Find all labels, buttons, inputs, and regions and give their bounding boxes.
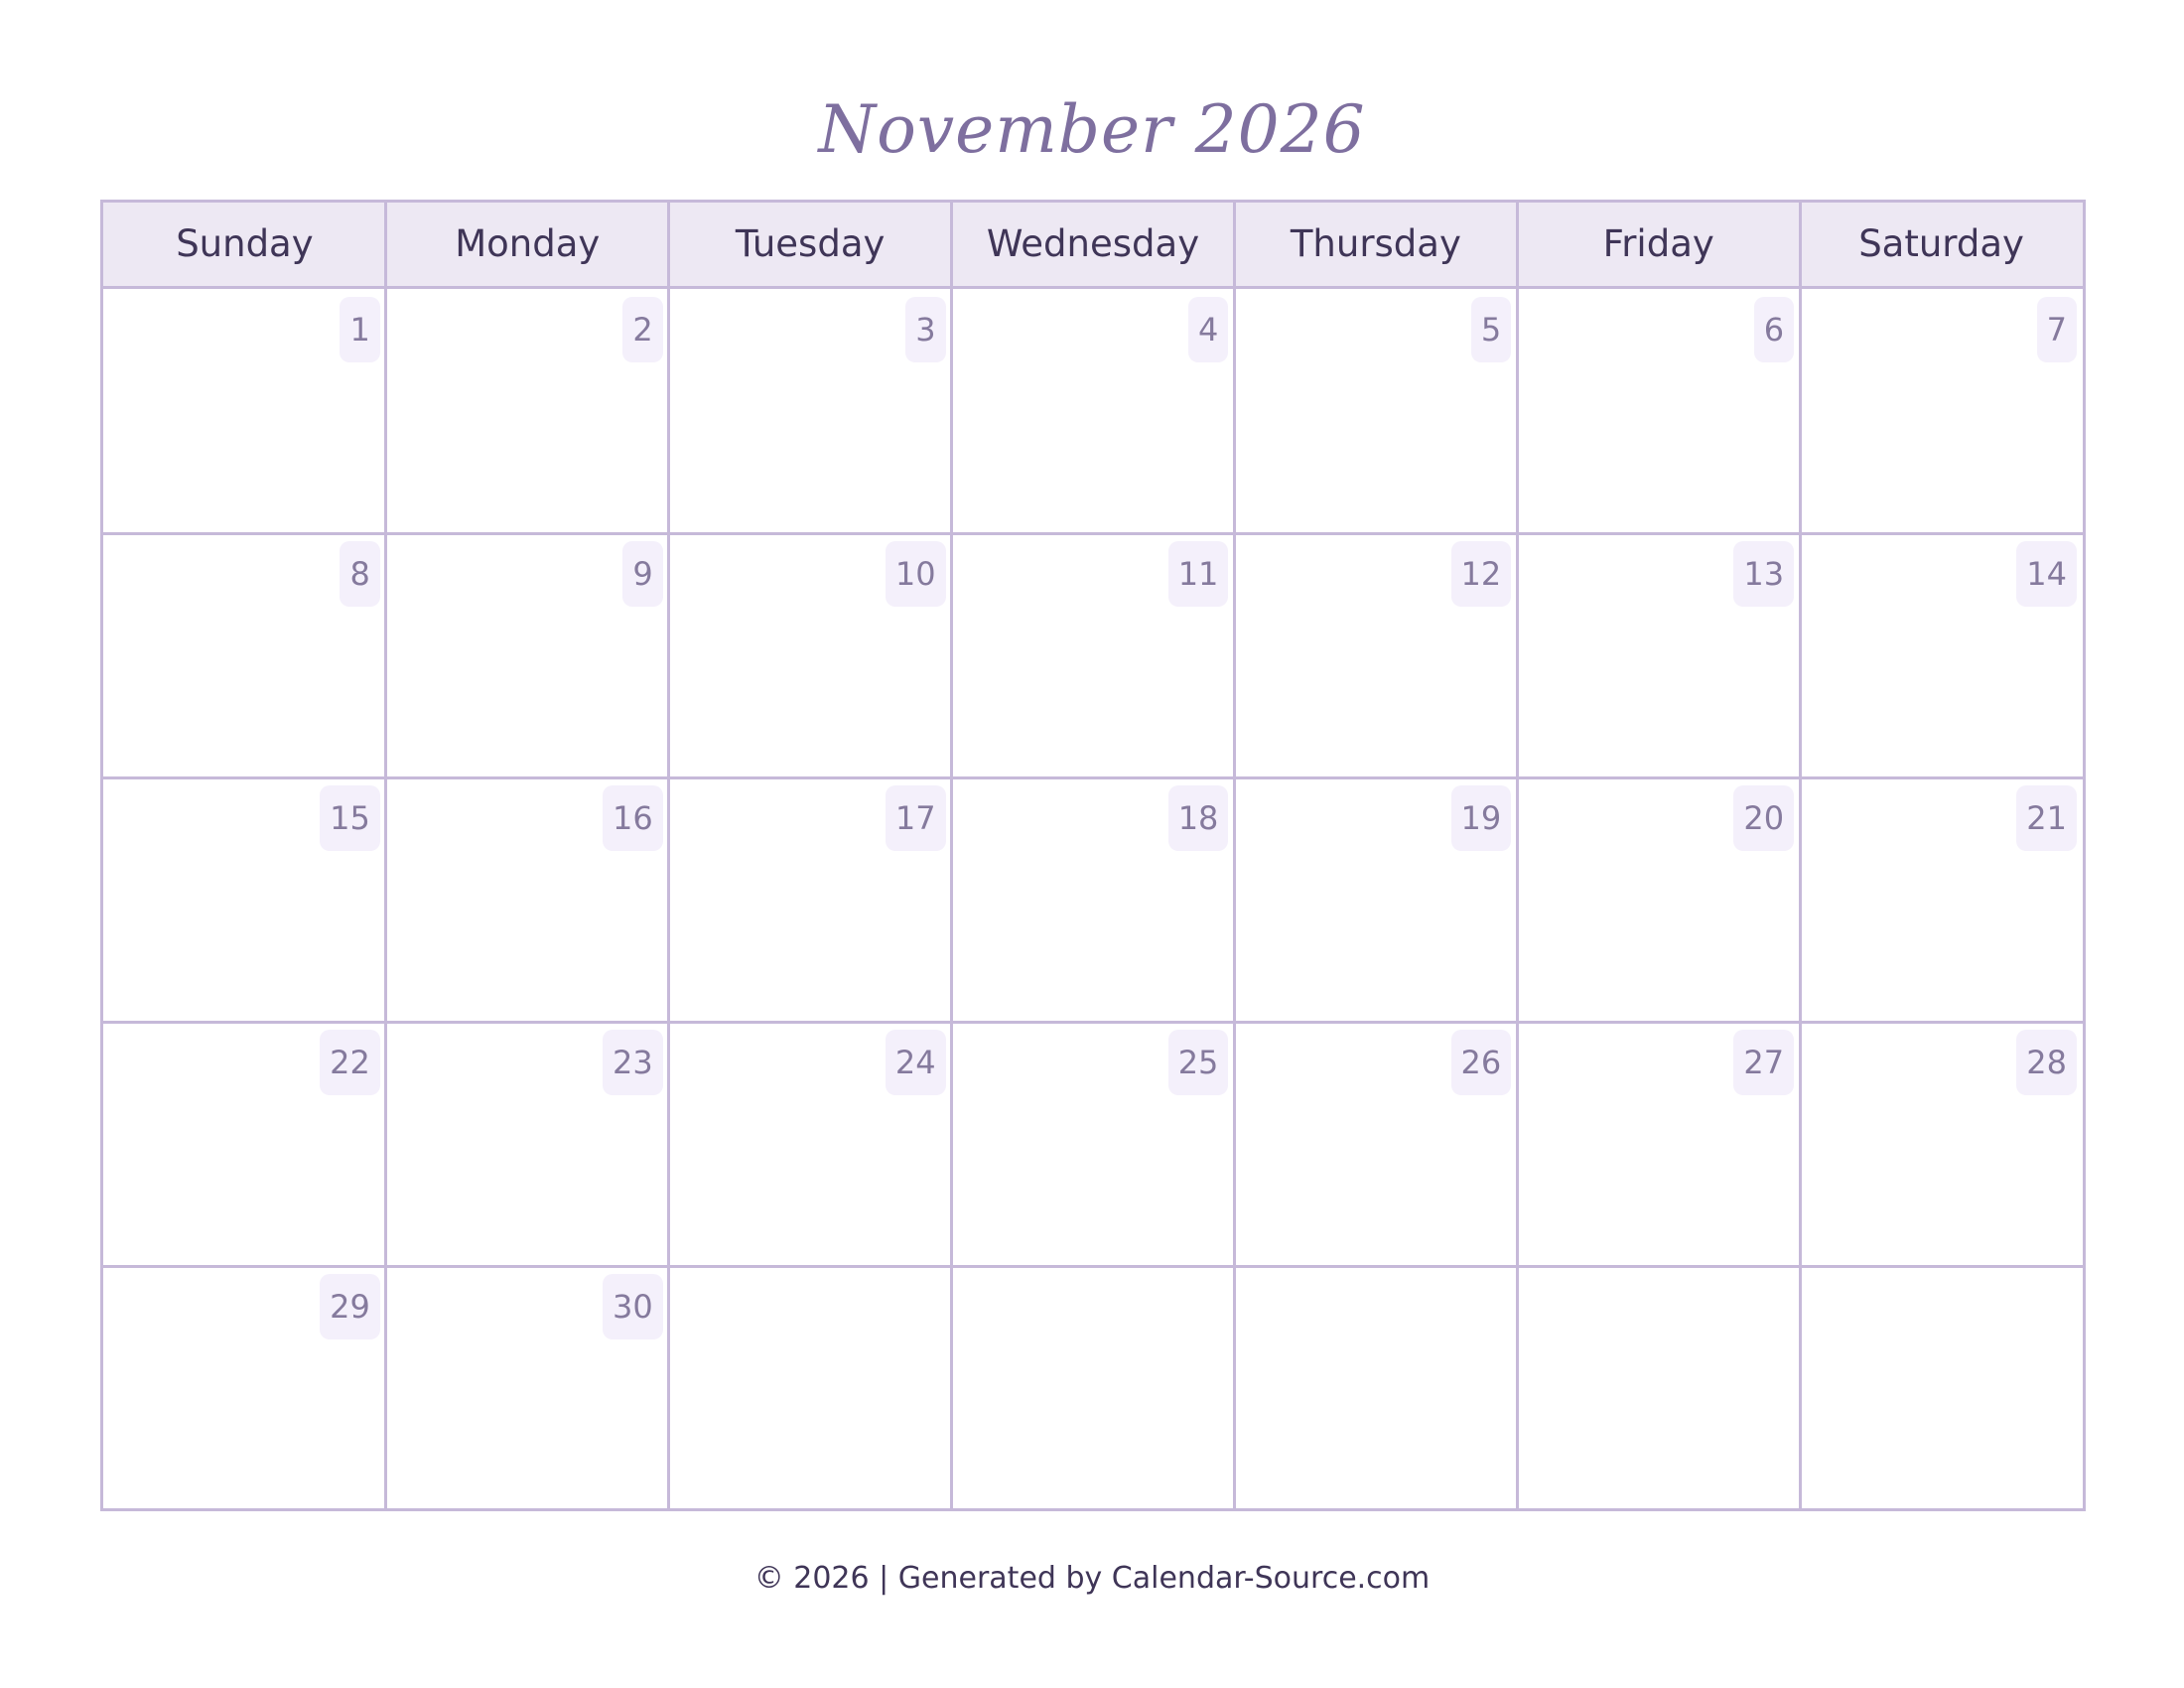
day-number: 5 (1471, 297, 1511, 362)
footer-credit: © 2026 | Generated by Calendar-Source.com (753, 1561, 1431, 1596)
empty-day-cell (1234, 1266, 1517, 1510)
day-cell (386, 1022, 669, 1266)
day-cell (1234, 777, 1517, 1022)
day-cell (103, 289, 386, 533)
day-cell (669, 533, 952, 777)
day-cell (669, 777, 952, 1022)
day-number: 3 (905, 297, 945, 362)
day-cell (1517, 533, 1800, 777)
day-number: 6 (1754, 297, 1794, 362)
day-cell (1800, 777, 2083, 1022)
day-cell (952, 1022, 1235, 1266)
day-cell (1234, 533, 1517, 777)
day-number: 29 (320, 1274, 380, 1339)
day-number: 2 (622, 297, 662, 362)
day-number: 15 (320, 785, 380, 851)
day-number: 1 (340, 297, 379, 362)
day-cell (386, 777, 669, 1022)
day-number: 8 (340, 541, 379, 607)
empty-day-cell (1800, 1266, 2083, 1510)
calendar-grid (100, 200, 2086, 1511)
day-cell (386, 533, 669, 777)
empty-day-cell (1517, 1266, 1800, 1510)
day-cell (669, 1022, 952, 1266)
day-number: 4 (1188, 297, 1228, 362)
day-cell (1800, 289, 2083, 533)
weekday-wednesday: Wednesday (986, 222, 1200, 265)
day-number: 23 (603, 1030, 663, 1095)
day-number: 7 (2037, 297, 2077, 362)
day-number: 16 (603, 785, 663, 851)
empty-day-cell (669, 1266, 952, 1510)
weekday-header-row (103, 203, 2083, 289)
day-cell (1234, 289, 1517, 533)
day-cell (1517, 1022, 1800, 1266)
day-number: 12 (1451, 541, 1512, 607)
day-number: 10 (886, 541, 946, 607)
day-cell (386, 1266, 669, 1510)
day-cell (103, 777, 386, 1022)
weekday-friday: Friday (1602, 222, 1714, 265)
day-number: 18 (1168, 785, 1229, 851)
weekday-saturday: Saturday (1858, 222, 2024, 265)
day-number: 14 (2016, 541, 2077, 607)
calendar-title: November 2026 (818, 91, 1366, 168)
day-number: 26 (1451, 1030, 1512, 1095)
day-number: 20 (1733, 785, 1794, 851)
day-cell (386, 289, 669, 533)
day-cell (103, 1266, 386, 1510)
day-number: 25 (1168, 1030, 1229, 1095)
day-number: 13 (1733, 541, 1794, 607)
day-cell (952, 289, 1235, 533)
day-number: 11 (1168, 541, 1229, 607)
day-cell (669, 289, 952, 533)
day-cell (103, 533, 386, 777)
day-cell (952, 533, 1235, 777)
day-number: 30 (603, 1274, 663, 1339)
day-number: 27 (1733, 1030, 1794, 1095)
empty-day-cell (952, 1266, 1235, 1510)
day-cell (952, 777, 1235, 1022)
day-number: 28 (2016, 1030, 2077, 1095)
day-number: 19 (1451, 785, 1512, 851)
day-cell (103, 1022, 386, 1266)
day-number: 17 (886, 785, 946, 851)
day-number: 24 (886, 1030, 946, 1095)
day-cell (1517, 777, 1800, 1022)
weekday-thursday: Thursday (1290, 222, 1461, 265)
day-cell (1517, 289, 1800, 533)
day-number: 21 (2016, 785, 2077, 851)
day-number: 9 (622, 541, 662, 607)
day-cell (1800, 533, 2083, 777)
day-cell (1234, 1022, 1517, 1266)
day-number: 22 (320, 1030, 380, 1095)
weekday-monday: Monday (455, 222, 601, 265)
weekday-tuesday: Tuesday (735, 222, 886, 265)
weekday-sunday: Sunday (176, 222, 314, 265)
day-cell (1800, 1022, 2083, 1266)
